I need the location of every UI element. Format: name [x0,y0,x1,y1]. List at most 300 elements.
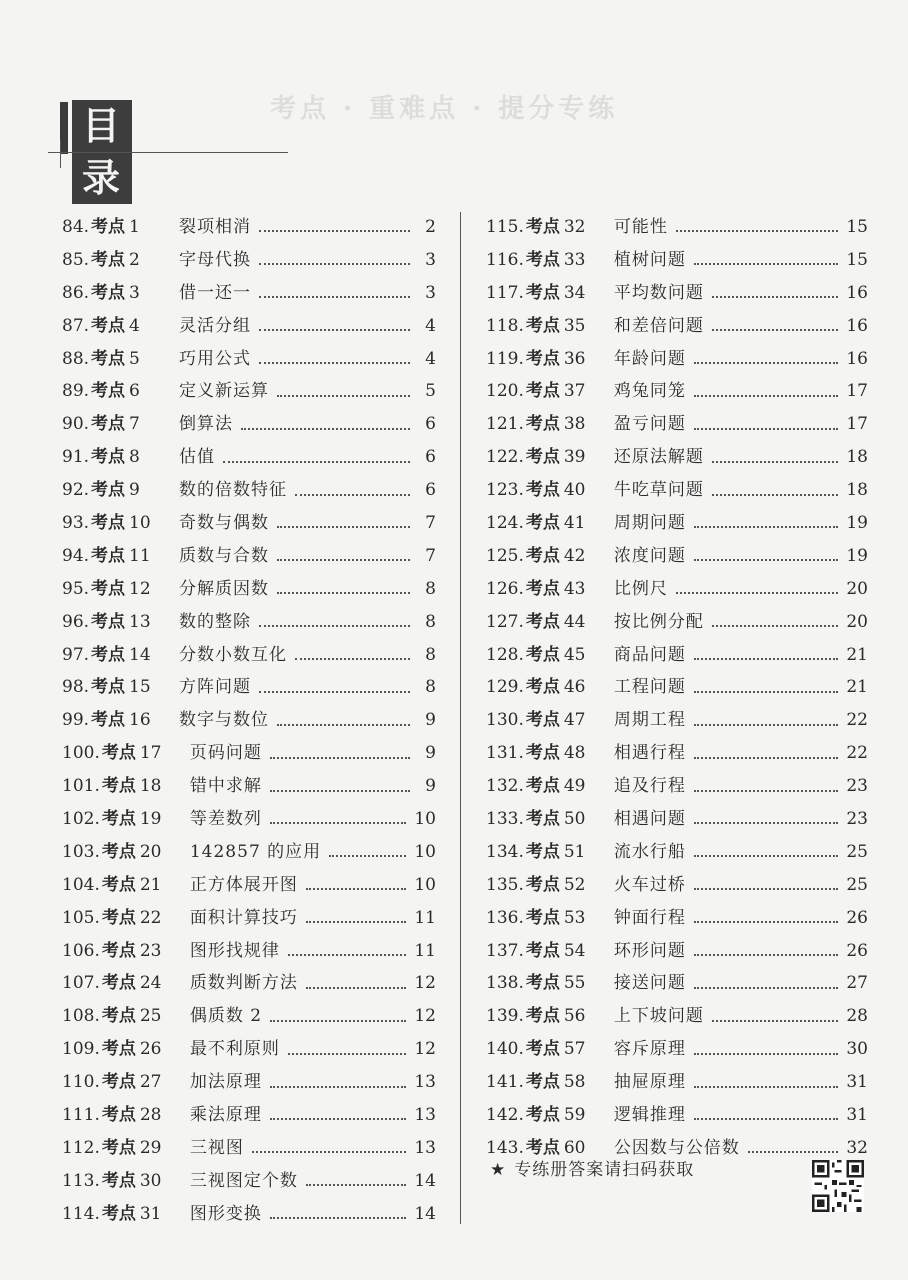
entry-number: 100. [62,743,100,764]
entry-title: 倒算法 [179,414,234,435]
toc-entry[interactable] [62,1000,436,1033]
entry-label: 考点 [91,513,126,534]
entry-title: 数的整除 [179,611,252,632]
entry-kaodian-number: 48 [563,743,586,764]
entry-title: 火车过桥 [613,874,686,895]
entry-label: 考点 [525,414,560,435]
entry-label: 考点 [525,545,560,566]
entry-page: 28 [846,1006,868,1027]
dot-leader [694,757,839,759]
entry-label: 考点 [101,1039,136,1060]
entry-title: 加法原理 [189,1072,262,1093]
dot-leader [694,691,839,693]
entry-title: 巧用公式 [179,348,252,369]
entry-kaodian-number: 49 [563,776,586,797]
entry-kaodian-number: 59 [563,1105,586,1126]
entry-page: 9 [425,710,436,731]
toc-entry[interactable] [62,606,436,639]
entry-number: 122. [486,447,524,468]
entry-kaodian-number: 22 [139,907,162,928]
entry-title: 浓度问题 [613,545,686,566]
toc-entry[interactable] [486,507,868,540]
dot-leader [277,526,410,528]
dot-leader [712,329,839,331]
entry-label: 考点 [91,710,126,731]
entry-label: 考点 [525,381,560,402]
entry-label: 考点 [525,1137,560,1158]
toc-left-column [62,211,436,1231]
toc-entry[interactable] [486,408,868,441]
toc-entry[interactable] [62,1165,436,1198]
entry-page: 4 [425,348,436,369]
dot-leader [259,625,410,627]
entry-page: 25 [846,841,868,862]
entry-kaodian-number: 50 [563,809,586,830]
entry-page: 13 [414,1137,436,1158]
toc-entry[interactable] [486,803,868,836]
entry-label: 考点 [91,447,126,468]
entry-title: 乘法原理 [189,1105,262,1126]
entry-number: 135. [486,874,524,895]
entry-label: 考点 [101,940,136,961]
entry-number: 108. [62,1006,100,1027]
entry-title: 偶质数 2 [189,1006,263,1027]
column-divider [460,212,461,1224]
entry-title: 盈亏问题 [613,414,686,435]
toc-entry[interactable] [486,343,868,376]
entry-page: 10 [414,841,436,862]
entry-title: 质数与合数 [179,545,270,566]
toc-entry[interactable] [62,1198,436,1231]
toc-entry[interactable] [62,770,436,803]
entry-page: 30 [846,1039,868,1060]
dot-leader [694,362,839,364]
entry-label: 考点 [91,348,126,369]
entry-label: 考点 [101,973,136,994]
toc-entry[interactable] [62,211,436,244]
toc-entry[interactable] [62,408,436,441]
entry-kaodian-number: 12 [129,578,151,599]
dot-leader [259,329,410,331]
dot-leader [694,526,839,528]
dot-leader [712,461,839,463]
toc-entry[interactable] [62,474,436,507]
entry-kaodian-number: 23 [139,940,162,961]
entry-page: 12 [414,973,436,994]
entry-kaodian-number: 1 [129,217,140,237]
entry-page: 18 [846,480,868,501]
entry-number: 106. [62,940,100,961]
toc-entry[interactable] [62,507,436,540]
entry-kaodian-number: 45 [563,644,586,665]
entry-number: 132. [486,776,524,797]
answer-note [490,1155,694,1180]
entry-label: 考点 [525,315,560,336]
entry-number: 118. [486,315,524,336]
toc-entry[interactable] [62,310,436,343]
entry-kaodian-number: 46 [563,677,586,698]
entry-title: 灵活分组 [179,315,252,336]
entry-kaodian-number: 52 [563,874,586,895]
dot-leader [223,461,410,463]
entry-kaodian-number: 8 [129,447,140,468]
entry-title: 植树问题 [613,249,686,270]
entry-title: 相遇行程 [613,743,686,764]
dot-leader [694,954,839,956]
toc-entry[interactable] [486,606,868,639]
dot-leader [712,1020,839,1022]
dot-leader [694,987,839,989]
toc-entry[interactable] [486,671,868,704]
entry-kaodian-number: 6 [129,381,140,402]
toc-entry[interactable] [486,244,868,277]
entry-page: 17 [846,414,868,435]
entry-number: 102. [62,809,100,830]
entry-kaodian-number: 28 [139,1105,162,1126]
entry-label: 考点 [525,249,560,270]
dot-leader [694,921,839,923]
entry-page: 4 [425,315,436,336]
entry-label: 考点 [525,282,560,303]
entry-kaodian-number: 36 [563,348,586,369]
entry-label: 考点 [101,1203,136,1224]
entry-page: 14 [414,1203,436,1224]
entry-number: 129. [486,677,524,698]
dot-leader [295,494,410,496]
entry-page: 10 [414,809,436,830]
toc-entry[interactable] [62,967,436,1000]
entry-label: 考点 [525,644,560,665]
entry-label: 考点 [101,1137,136,1158]
entry-label: 考点 [525,1105,560,1126]
entry-label: 考点 [101,1006,136,1027]
entry-label: 考点 [525,841,560,862]
entry-kaodian-number: 39 [563,447,586,468]
toc-entry[interactable] [486,1099,868,1132]
entry-title: 定义新运算 [179,381,270,402]
entry-page: 6 [425,414,436,435]
entry-number: 127. [486,611,524,632]
dot-leader [259,263,410,265]
toc-entry[interactable] [62,869,436,902]
entry-kaodian-number: 27 [139,1072,162,1093]
entry-number: 121. [486,414,524,435]
entry-kaodian-number: 11 [129,545,151,566]
star-icon: ★ [490,1160,507,1180]
toc-entry[interactable] [62,737,436,770]
qr-code-icon[interactable] [812,1160,864,1212]
entry-label: 考点 [525,743,560,764]
entry-label: 考点 [91,578,126,599]
toc-entry[interactable] [62,343,436,376]
entry-kaodian-number: 20 [139,841,162,862]
entry-kaodian-number: 17 [139,743,162,764]
entry-label: 考点 [91,381,126,402]
entry-label: 考点 [525,611,560,632]
dot-leader [694,822,839,824]
entry-page: 8 [425,578,436,599]
dot-leader [694,1118,839,1120]
entry-title: 三视图定个数 [189,1170,298,1191]
entry-label: 考点 [525,480,560,501]
entry-number: 88. [62,348,90,369]
toc-entry[interactable] [62,639,436,672]
entry-label: 考点 [91,611,126,632]
entry-number: 134. [486,841,524,862]
entry-title: 抽屉原理 [613,1072,686,1093]
entry-label: 考点 [101,874,136,895]
dot-leader [694,1053,839,1055]
dot-leader [288,954,407,956]
toc-entry[interactable] [62,1066,436,1099]
entry-kaodian-number: 35 [563,315,586,336]
entry-number: 140. [486,1039,524,1060]
entry-title: 环形问题 [613,940,686,961]
entry-label: 考点 [525,874,560,895]
toc-entry[interactable] [486,310,868,343]
dot-leader [259,691,410,693]
toc-entry[interactable] [486,737,868,770]
entry-page: 21 [846,677,868,698]
toc-right-column [486,211,868,1165]
entry-title: 追及行程 [613,776,686,797]
toc-entry[interactable] [486,967,868,1000]
toc-entry[interactable] [62,375,436,408]
entry-kaodian-number: 43 [563,578,586,599]
toc-entry[interactable] [62,704,436,737]
entry-number: 139. [486,1006,524,1027]
entry-page: 26 [846,907,868,928]
entry-number: 103. [62,841,100,862]
entry-number: 96. [62,611,90,632]
entry-title: 流水行船 [613,841,686,862]
entry-label: 考点 [525,907,560,928]
dot-leader [270,1020,406,1022]
entry-kaodian-number: 42 [563,545,586,566]
entry-title: 鸡兔同笼 [613,381,686,402]
dot-leader [252,1151,407,1153]
dot-leader [270,790,410,792]
entry-page: 2 [425,217,436,237]
entry-label: 考点 [91,414,126,435]
entry-page: 17 [846,381,868,402]
toc-entry[interactable] [486,1033,868,1066]
entry-label: 考点 [525,513,560,534]
dot-leader [270,822,407,824]
entry-number: 130. [486,710,524,731]
entry-page: 13 [414,1105,436,1126]
entry-page: 10 [414,874,436,895]
toc-entry[interactable] [486,1000,868,1033]
entry-number: 107. [62,973,100,994]
entry-page: 20 [846,578,868,599]
entry-number: 117. [486,282,524,303]
toc-entry[interactable] [62,1099,436,1132]
toc-entry[interactable] [62,671,436,704]
toc-entry[interactable] [62,277,436,310]
entry-number: 119. [486,348,524,369]
dot-leader [694,428,839,430]
toc-entry[interactable] [486,277,868,310]
entry-page: 11 [414,940,436,961]
entry-page: 19 [846,513,868,534]
entry-page: 22 [846,710,868,731]
toc-entry[interactable] [486,639,868,672]
dot-leader [694,888,839,890]
entry-number: 133. [486,809,524,830]
entry-kaodian-number: 7 [129,414,140,435]
toc-entry[interactable] [486,573,868,606]
entry-number: 116. [486,249,524,270]
toc-entry[interactable] [486,836,868,869]
entry-page: 31 [846,1105,868,1126]
entry-title: 面积计算技巧 [189,907,298,928]
entry-kaodian-number: 16 [129,710,151,731]
entry-page: 21 [846,644,868,665]
entry-kaodian-number: 19 [139,809,162,830]
entry-number: 104. [62,874,100,895]
toc-entry[interactable] [486,211,868,244]
entry-kaodian-number: 21 [139,874,162,895]
dot-leader [259,296,410,298]
entry-number: 86. [62,282,90,303]
toc-entry[interactable] [486,770,868,803]
entry-kaodian-number: 57 [563,1039,586,1060]
toc-entry[interactable] [62,540,436,573]
toc-entry[interactable] [486,1066,868,1099]
toc-entry[interactable] [486,375,868,408]
entry-title: 还原法解题 [613,447,704,468]
toc-entry[interactable] [62,902,436,935]
entry-page: 16 [846,348,868,369]
entry-title: 容斥原理 [613,1039,686,1060]
entry-number: 93. [62,513,90,534]
entry-number: 131. [486,743,524,764]
entry-title: 三视图 [189,1137,244,1158]
toc-entry[interactable] [486,540,868,573]
entry-kaodian-number: 55 [563,973,586,994]
dot-leader [694,263,839,265]
entry-title: 质数判断方法 [189,973,298,994]
entry-kaodian-number: 34 [563,282,586,303]
entry-page: 16 [846,315,868,336]
entry-kaodian-number: 32 [563,217,586,237]
entry-title: 图形变换 [189,1203,262,1224]
entry-page: 5 [425,381,436,402]
toc-entry[interactable] [62,1033,436,1066]
toc-entry[interactable] [486,935,868,968]
dot-leader [694,724,839,726]
dot-leader [748,1151,839,1153]
entry-page: 23 [846,776,868,797]
toc-entry[interactable] [486,869,868,902]
entry-title: 公因数与公倍数 [613,1137,740,1158]
entry-number: 125. [486,545,524,566]
entry-kaodian-number: 56 [563,1006,586,1027]
dot-leader [270,1217,407,1219]
dot-leader [270,1118,407,1120]
entry-title: 数的倍数特征 [179,480,288,501]
dot-leader [277,592,410,594]
toc-entry[interactable] [486,902,868,935]
dot-leader [694,559,839,561]
entry-number: 120. [486,381,524,402]
entry-number: 99. [62,710,90,731]
entry-label: 考点 [525,710,560,731]
toc-entry[interactable] [62,836,436,869]
entry-page: 14 [414,1170,436,1191]
entry-kaodian-number: 25 [139,1006,162,1027]
entry-kaodian-number: 2 [129,249,140,270]
toc-entry[interactable] [62,573,436,606]
entry-kaodian-number: 41 [563,513,586,534]
entry-label: 考点 [101,809,136,830]
entry-number: 123. [486,480,524,501]
entry-number: 128. [486,644,524,665]
entry-page: 7 [425,513,436,534]
entry-label: 考点 [525,940,560,961]
entry-kaodian-number: 53 [563,907,586,928]
entry-title: 周期问题 [613,513,686,534]
entry-page: 16 [846,282,868,303]
title-underline [48,152,288,153]
entry-number: 98. [62,677,90,698]
dot-leader [694,790,839,792]
entry-number: 114. [62,1203,100,1224]
entry-title: 牛吃草问题 [613,480,704,501]
entry-title: 估值 [179,447,216,468]
toc-entry[interactable] [62,441,436,474]
toc-entry[interactable] [62,244,436,277]
entry-page: 31 [846,1072,868,1093]
entry-page: 32 [846,1137,868,1158]
dot-leader [241,428,410,430]
entry-page: 8 [425,677,436,698]
dot-leader [329,855,406,857]
entry-title: 平均数问题 [613,282,704,303]
entry-number: 137. [486,940,524,961]
dot-leader [277,395,410,397]
toc-entry[interactable] [62,803,436,836]
entry-number: 112. [62,1137,100,1158]
toc-entry[interactable] [62,935,436,968]
entry-number: 110. [62,1072,100,1093]
entry-number: 89. [62,381,90,402]
entry-kaodian-number: 31 [139,1203,162,1224]
toc-entry[interactable] [486,704,868,737]
entry-title: 接送问题 [613,973,686,994]
dot-leader [270,1086,407,1088]
toc-entry[interactable] [486,441,868,474]
toc-entry[interactable] [486,474,868,507]
entry-kaodian-number: 51 [563,841,586,862]
entry-page: 8 [425,644,436,665]
entry-title: 可能性 [613,217,668,237]
entry-page: 11 [414,907,436,928]
entry-kaodian-number: 10 [129,513,151,534]
answer-note-text: 专练册答案请扫码获取 [514,1160,695,1180]
toc-entry[interactable] [62,1132,436,1165]
entry-kaodian-number: 58 [563,1072,586,1093]
page-title: 目录 [72,100,132,204]
entry-page: 8 [425,611,436,632]
entry-title: 按比例分配 [613,611,704,632]
entry-title: 商品问题 [613,644,686,665]
entry-label: 考点 [525,973,560,994]
entry-number: 92. [62,480,90,501]
entry-kaodian-number: 54 [563,940,586,961]
entry-label: 考点 [525,1072,560,1093]
